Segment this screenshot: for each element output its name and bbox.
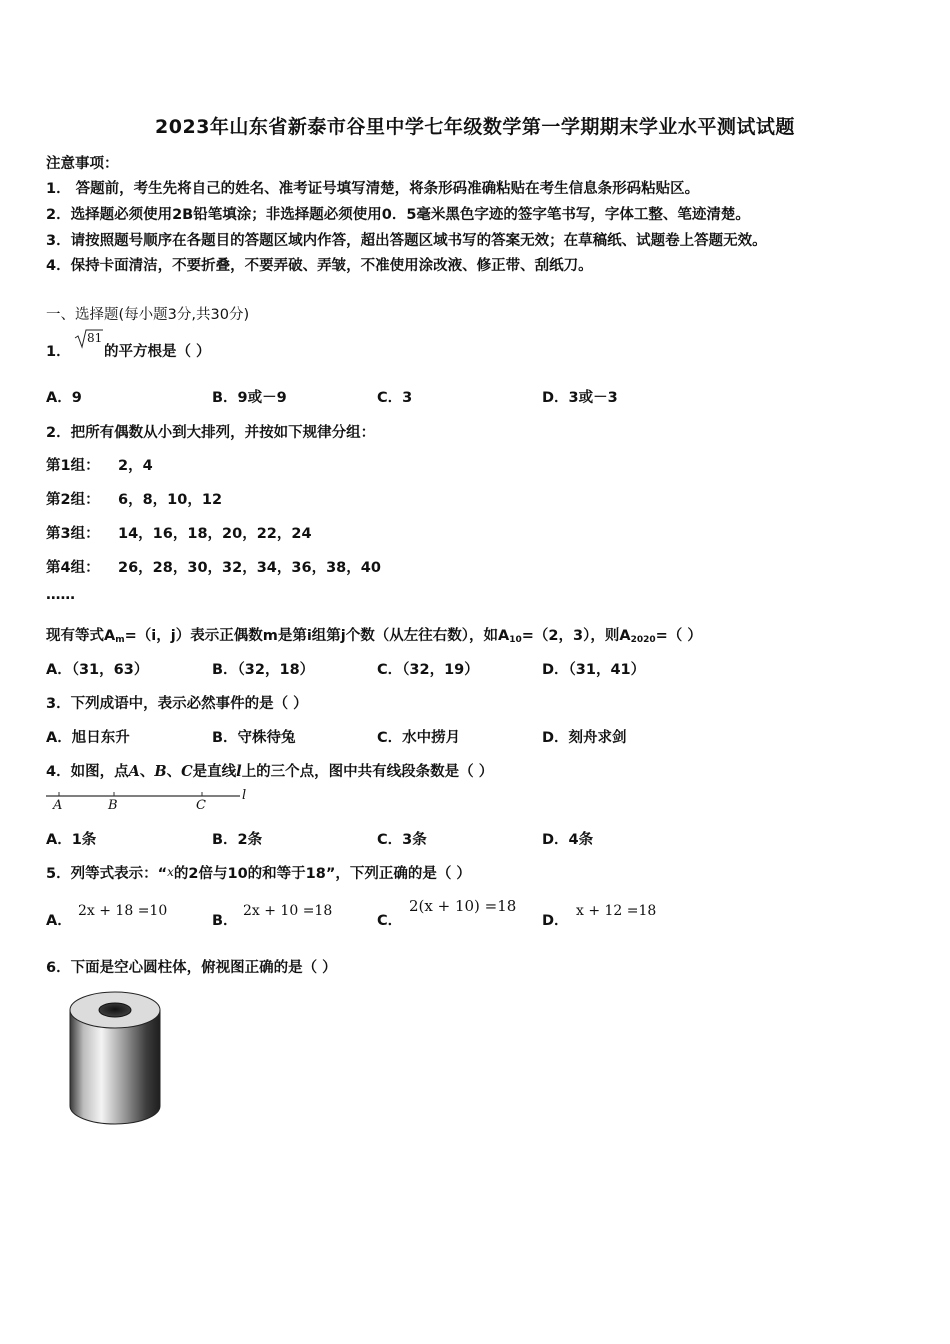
q2-group-values: 6，8，10，12 [118,492,223,508]
q1-option-c: C．3 [377,390,413,406]
q2-cond-part: =（2，3），则A [521,628,631,644]
q2-cond-part: 现有等式A [46,628,116,644]
q2-option-a: A．（31，63） [46,662,149,678]
sqrt-81-expression [74,328,104,350]
q5-part: 5．列等式表示：“ [46,866,168,882]
q2-sub: 10 [509,635,522,645]
q5-option-c-expr: 2(x + 10) =18 [409,897,517,915]
q2-cond-part: =（i，j）表示正偶数m是第i组第j个数（从左往右数），如A [124,628,510,644]
q4-line-figure [44,788,254,816]
radicand: 81 [87,331,103,345]
q4-point: B [154,763,167,780]
q4-option-a: A．1条 [46,832,97,848]
q4-point: C [181,763,193,780]
hollow-cylinder-figure [66,988,164,1128]
q2-group-values: 2，4 [118,458,153,474]
q2-option-b: B．（32，18） [212,662,315,678]
notice-item: 2．选择题必须使用2B铅笔填涂；非选择题必须使用0．5毫米黑色字迹的签字笔书写，字体工整、笔迹清楚。 [46,207,750,223]
q5-option-d-label: D． [542,913,569,929]
q5-part: 的2倍与10的和等于18”，下列正确的是（ ） [173,866,471,882]
line-diagram [44,788,254,816]
q4-line-name: l [236,763,242,780]
hollow-cylinder-image [66,988,164,1128]
point-label-c: C [196,798,206,813]
q4-part: 、 [166,764,182,780]
notice-item: 4．保持卡面清洁，不要折叠，不要弄破、弄皱，不准使用涂改液、修正带、刮纸刀。 [46,258,593,274]
q2-group-values: 14，16，18，20，22，24 [118,526,312,542]
q2-group-label: 第3组： [46,526,100,542]
q3-option-d: D．刻舟求剑 [542,730,627,746]
page-title: 2023年山东省新泰市谷里中学七年级数学第一学期期末学业水平测试试题 [155,116,795,138]
q5-option-c-label: C． [377,913,403,929]
q1-text: 的平方根是（ ） [104,344,211,360]
q1-number: 1． [46,344,71,360]
q2-option-d: D．（31，41） [542,662,646,678]
q1-option-a: A．9 [46,390,82,406]
q6-stem: 6．下面是空心圆柱体，俯视图正确的是（ ） [46,960,337,976]
q5-stem [46,862,471,883]
q2-ellipsis: …… [46,587,75,603]
q5-option-a-label: A． [46,913,72,929]
q4-stem [46,760,493,781]
q4-point: A [128,763,140,780]
q2-condition [46,624,702,645]
q2-stem: 2．把所有偶数从小到大排列，并按如下规律分组： [46,425,376,441]
q3-stem: 3．下列成语中，表示必然事件的是（ ） [46,696,308,712]
q4-part: 4．如图，点 [46,764,129,780]
notice-item: 1． 答题前，考生先将自己的姓名、准考证号填写清楚，将条形码准确粘贴在考生信息条形码粘贴区。 [46,181,700,197]
q4-part: 、 [139,764,155,780]
q2-group-label: 第1组： [46,458,100,474]
point-label-b: B [108,798,118,813]
q5-option-b-label: B． [212,913,238,929]
notice-item: 3．请按照题号顺序在各题目的答题区域内作答，超出答题区域书写的答案无效；在草稿纸、试题卷上答题无效。 [46,233,767,249]
q2-sub: m [115,635,125,645]
q2-group-label: 第2组： [46,492,100,508]
q4-part: 上的三个点，图中共有线段条数是（ ） [241,764,494,780]
q1-option-b: B．9或－9 [212,390,287,406]
q3-option-b: B．守株待兔 [212,730,296,746]
notice-heading: 注意事项： [46,156,119,172]
q2-sub: 2020 [630,635,656,645]
q4-option-d: D．4条 [542,832,594,848]
q1-option-d: D．3或－3 [542,390,618,406]
q4-part: 是直线 [192,764,237,780]
q4-option-b: B．2条 [212,832,263,848]
q3-option-c: C．水中捞月 [377,730,461,746]
q2-option-c: C．（32，19） [377,662,479,678]
q5-option-b-expr: 2x + 10 =18 [243,903,333,919]
q2-group-label: 第4组： [46,560,100,576]
q2-group-values: 26，28，30，32，34，36，38，40 [118,560,381,576]
line-label-l: l [242,788,247,803]
q4-option-c: C．3条 [377,832,427,848]
q5-variable: x [167,865,174,879]
point-label-a: A [53,798,63,813]
q2-cond-part: =（ ） [655,628,702,644]
section-heading: 一、选择题(每小题3分,共30分) [46,307,250,323]
q3-option-a: A．旭日东升 [46,730,130,746]
q5-option-d-expr: x + 12 =18 [576,903,657,919]
q5-option-a-expr: 2x + 18 =10 [78,903,168,919]
